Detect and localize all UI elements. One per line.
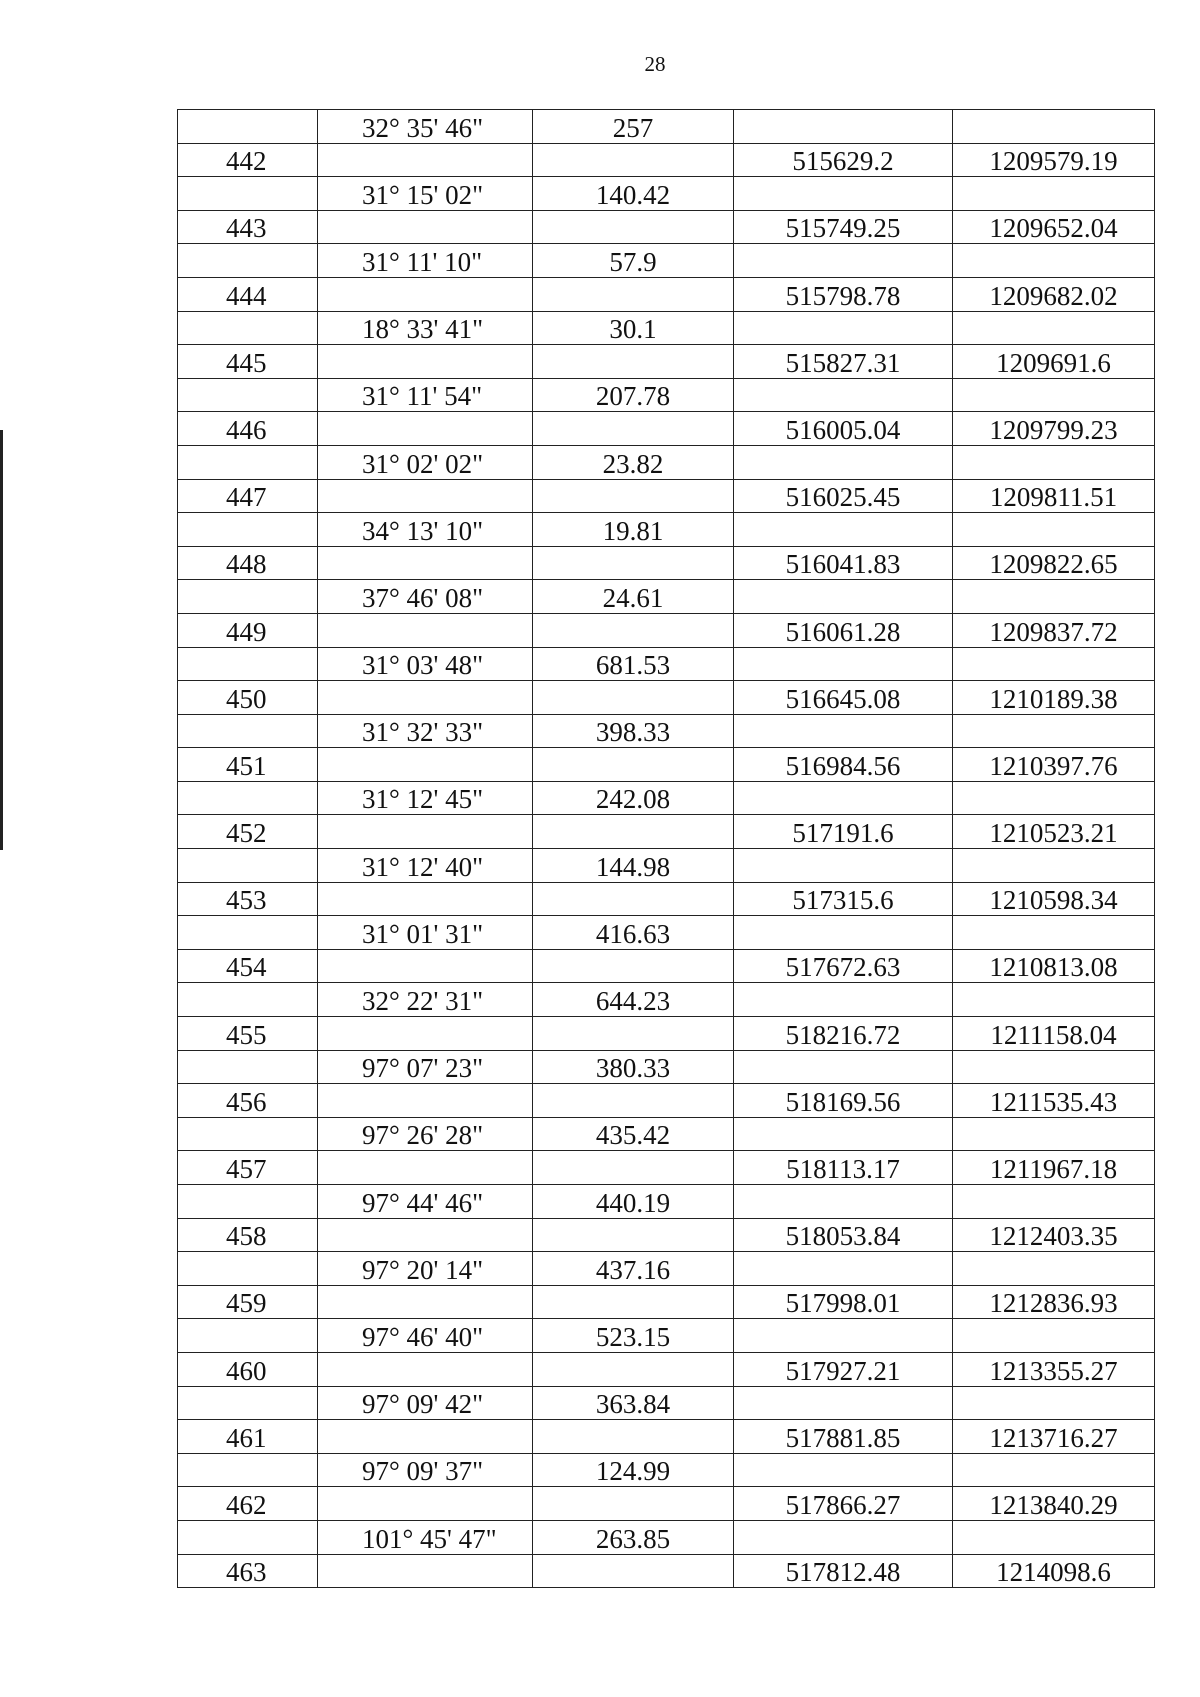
- easting-cell: 1211158.04: [953, 1017, 1155, 1051]
- easting-cell: 1211535.43: [953, 1084, 1155, 1118]
- bearing-cell: 34° 13' 10": [318, 513, 533, 547]
- distance-cell: [533, 479, 734, 513]
- easting-cell: 1209822.65: [953, 546, 1155, 580]
- distance-cell: 681.53: [533, 647, 734, 681]
- table-row: [178, 1487, 1155, 1521]
- table-row: [178, 781, 1155, 815]
- northing-cell: [734, 1117, 953, 1151]
- distance-cell: [533, 681, 734, 715]
- table-row: [178, 1084, 1155, 1118]
- northing-cell: 518169.56: [734, 1084, 953, 1118]
- distance-cell: [533, 546, 734, 580]
- table-row: [178, 378, 1155, 412]
- distance-cell: [533, 1285, 734, 1319]
- bearing-cell: [318, 546, 533, 580]
- northing-cell: 517812.48: [734, 1554, 953, 1588]
- northing-cell: [734, 983, 953, 1017]
- northing-cell: [734, 311, 953, 345]
- distance-cell: 19.81: [533, 513, 734, 547]
- table-row: [178, 1352, 1155, 1386]
- table-row: [178, 613, 1155, 647]
- distance-cell: 437.16: [533, 1252, 734, 1286]
- northing-cell: [734, 378, 953, 412]
- northing-cell: [734, 580, 953, 614]
- table-row: [178, 949, 1155, 983]
- easting-cell: 1209652.04: [953, 210, 1155, 244]
- easting-cell: [953, 849, 1155, 883]
- table-row: [178, 1117, 1155, 1151]
- bearing-cell: 97° 20' 14": [318, 1252, 533, 1286]
- northing-cell: [734, 1185, 953, 1219]
- easting-cell: [953, 1050, 1155, 1084]
- point-cell: 452: [178, 815, 318, 849]
- point-cell: 454: [178, 949, 318, 983]
- bearing-cell: 32° 22' 31": [318, 983, 533, 1017]
- table-row: [178, 412, 1155, 446]
- table-row: [178, 983, 1155, 1017]
- northing-cell: 515749.25: [734, 210, 953, 244]
- point-cell: [178, 1453, 318, 1487]
- bearing-cell: [318, 681, 533, 715]
- distance-cell: 263.85: [533, 1520, 734, 1554]
- table-row: [178, 748, 1155, 782]
- bearing-cell: 31° 12' 45": [318, 781, 533, 815]
- bearing-cell: 97° 07' 23": [318, 1050, 533, 1084]
- point-cell: 445: [178, 345, 318, 379]
- bearing-cell: 31° 02' 02": [318, 445, 533, 479]
- bearing-cell: 31° 12' 40": [318, 849, 533, 883]
- northing-cell: [734, 1520, 953, 1554]
- bearing-cell: [318, 277, 533, 311]
- bearing-cell: [318, 412, 533, 446]
- bearing-cell: [318, 210, 533, 244]
- northing-cell: 517672.63: [734, 949, 953, 983]
- point-cell: [178, 714, 318, 748]
- table-row: [178, 210, 1155, 244]
- point-cell: 459: [178, 1285, 318, 1319]
- easting-cell: [953, 916, 1155, 950]
- easting-cell: [953, 580, 1155, 614]
- northing-cell: 518113.17: [734, 1151, 953, 1185]
- northing-cell: [734, 244, 953, 278]
- table-row: [178, 1420, 1155, 1454]
- point-cell: [178, 177, 318, 211]
- easting-cell: [953, 1520, 1155, 1554]
- northing-cell: [734, 177, 953, 211]
- bearing-cell: [318, 1151, 533, 1185]
- easting-cell: [953, 983, 1155, 1017]
- point-cell: 449: [178, 613, 318, 647]
- distance-cell: 398.33: [533, 714, 734, 748]
- bearing-cell: [318, 143, 533, 177]
- easting-cell: [953, 445, 1155, 479]
- table-row: [178, 345, 1155, 379]
- point-cell: [178, 781, 318, 815]
- northing-cell: 518216.72: [734, 1017, 953, 1051]
- bearing-cell: 18° 33' 41": [318, 311, 533, 345]
- bearing-cell: 97° 44' 46": [318, 1185, 533, 1219]
- northing-cell: 516645.08: [734, 681, 953, 715]
- bearing-cell: 32° 35' 46": [318, 110, 533, 144]
- easting-cell: [953, 177, 1155, 211]
- bearing-cell: [318, 1487, 533, 1521]
- point-cell: 447: [178, 479, 318, 513]
- northing-cell: [734, 1050, 953, 1084]
- bearing-cell: [318, 1554, 533, 1588]
- northing-cell: 517927.21: [734, 1352, 953, 1386]
- bearing-cell: [318, 815, 533, 849]
- northing-cell: [734, 714, 953, 748]
- bearing-cell: [318, 1352, 533, 1386]
- point-cell: 462: [178, 1487, 318, 1521]
- table-row: [178, 1252, 1155, 1286]
- distance-cell: 363.84: [533, 1386, 734, 1420]
- page-number: 28: [644, 52, 666, 76]
- point-cell: 463: [178, 1554, 318, 1588]
- northing-cell: 517191.6: [734, 815, 953, 849]
- bearing-cell: 31° 01' 31": [318, 916, 533, 950]
- easting-cell: 1210598.34: [953, 882, 1155, 916]
- bearing-cell: 97° 09' 42": [318, 1386, 533, 1420]
- point-cell: 444: [178, 277, 318, 311]
- point-cell: [178, 1050, 318, 1084]
- bearing-cell: 97° 46' 40": [318, 1319, 533, 1353]
- easting-cell: 1210813.08: [953, 949, 1155, 983]
- distance-cell: 523.15: [533, 1319, 734, 1353]
- distance-cell: [533, 210, 734, 244]
- easting-cell: [953, 1319, 1155, 1353]
- northing-cell: [734, 110, 953, 144]
- northing-cell: 516061.28: [734, 613, 953, 647]
- point-cell: [178, 378, 318, 412]
- table-row: [178, 1520, 1155, 1554]
- distance-cell: [533, 949, 734, 983]
- distance-cell: [533, 1420, 734, 1454]
- point-cell: [178, 311, 318, 345]
- distance-cell: 144.98: [533, 849, 734, 883]
- point-cell: [178, 1319, 318, 1353]
- point-cell: [178, 1185, 318, 1219]
- easting-cell: 1211967.18: [953, 1151, 1155, 1185]
- easting-cell: 1210397.76: [953, 748, 1155, 782]
- point-cell: 448: [178, 546, 318, 580]
- table-row: [178, 849, 1155, 883]
- distance-cell: [533, 412, 734, 446]
- point-cell: [178, 983, 318, 1017]
- table-row: [178, 1050, 1155, 1084]
- easting-cell: 1213355.27: [953, 1352, 1155, 1386]
- table-row: [178, 916, 1155, 950]
- easting-cell: 1210189.38: [953, 681, 1155, 715]
- bearing-cell: 31° 03' 48": [318, 647, 533, 681]
- northing-cell: [734, 916, 953, 950]
- bearing-cell: 97° 09' 37": [318, 1453, 533, 1487]
- distance-cell: 416.63: [533, 916, 734, 950]
- easting-cell: [953, 1252, 1155, 1286]
- coordinate-table: [177, 109, 1155, 1588]
- distance-cell: [533, 1084, 734, 1118]
- point-cell: 451: [178, 748, 318, 782]
- northing-cell: [734, 1252, 953, 1286]
- northing-cell: 516984.56: [734, 748, 953, 782]
- table-row: [178, 445, 1155, 479]
- bearing-cell: 37° 46' 08": [318, 580, 533, 614]
- easting-cell: 1213716.27: [953, 1420, 1155, 1454]
- easting-cell: [953, 1453, 1155, 1487]
- easting-cell: 1210523.21: [953, 815, 1155, 849]
- point-cell: 457: [178, 1151, 318, 1185]
- easting-cell: [953, 513, 1155, 547]
- scan-margin-mark: [0, 430, 3, 850]
- table-body: [178, 110, 1155, 1588]
- easting-cell: [953, 647, 1155, 681]
- point-cell: 446: [178, 412, 318, 446]
- table-row: [178, 1453, 1155, 1487]
- easting-cell: 1212836.93: [953, 1285, 1155, 1319]
- bearing-cell: 31° 11' 54": [318, 378, 533, 412]
- northing-cell: 517866.27: [734, 1487, 953, 1521]
- point-cell: [178, 580, 318, 614]
- distance-cell: 440.19: [533, 1185, 734, 1219]
- northing-cell: [734, 849, 953, 883]
- table-row: [178, 1185, 1155, 1219]
- northing-cell: 515827.31: [734, 345, 953, 379]
- easting-cell: 1209579.19: [953, 143, 1155, 177]
- distance-cell: [533, 1151, 734, 1185]
- point-cell: [178, 513, 318, 547]
- distance-cell: [533, 748, 734, 782]
- northing-cell: 517881.85: [734, 1420, 953, 1454]
- easting-cell: [953, 1117, 1155, 1151]
- distance-cell: 57.9: [533, 244, 734, 278]
- bearing-cell: [318, 1017, 533, 1051]
- easting-cell: 1209837.72: [953, 613, 1155, 647]
- point-cell: 455: [178, 1017, 318, 1051]
- easting-cell: [953, 714, 1155, 748]
- table-row: [178, 1386, 1155, 1420]
- easting-cell: [953, 378, 1155, 412]
- distance-cell: [533, 1487, 734, 1521]
- point-cell: [178, 110, 318, 144]
- table-row: [178, 277, 1155, 311]
- northing-cell: [734, 647, 953, 681]
- bearing-cell: [318, 1218, 533, 1252]
- easting-cell: [953, 244, 1155, 278]
- point-cell: [178, 916, 318, 950]
- point-cell: [178, 1117, 318, 1151]
- table-row: [178, 311, 1155, 345]
- point-cell: [178, 849, 318, 883]
- table-row: [178, 1319, 1155, 1353]
- table-row: [178, 1151, 1155, 1185]
- distance-cell: 140.42: [533, 177, 734, 211]
- distance-cell: [533, 613, 734, 647]
- distance-cell: 380.33: [533, 1050, 734, 1084]
- distance-cell: [533, 277, 734, 311]
- table-row: [178, 1017, 1155, 1051]
- point-cell: 450: [178, 681, 318, 715]
- easting-cell: [953, 781, 1155, 815]
- table-row: [178, 714, 1155, 748]
- bearing-cell: 31° 11' 10": [318, 244, 533, 278]
- easting-cell: [953, 311, 1155, 345]
- point-cell: 443: [178, 210, 318, 244]
- bearing-cell: [318, 613, 533, 647]
- point-cell: [178, 1520, 318, 1554]
- distance-cell: [533, 345, 734, 379]
- bearing-cell: 31° 15' 02": [318, 177, 533, 211]
- bearing-cell: 101° 45' 47": [318, 1520, 533, 1554]
- easting-cell: [953, 1386, 1155, 1420]
- distance-cell: 644.23: [533, 983, 734, 1017]
- table-row: [178, 1285, 1155, 1319]
- table-row: [178, 580, 1155, 614]
- distance-cell: [533, 1218, 734, 1252]
- point-cell: 456: [178, 1084, 318, 1118]
- distance-cell: 23.82: [533, 445, 734, 479]
- distance-cell: [533, 882, 734, 916]
- northing-cell: 517315.6: [734, 882, 953, 916]
- table-row: [178, 647, 1155, 681]
- point-cell: [178, 445, 318, 479]
- point-cell: 453: [178, 882, 318, 916]
- bearing-cell: [318, 882, 533, 916]
- point-cell: 460: [178, 1352, 318, 1386]
- easting-cell: 1209811.51: [953, 479, 1155, 513]
- northing-cell: 516041.83: [734, 546, 953, 580]
- distance-cell: 30.1: [533, 311, 734, 345]
- distance-cell: 207.78: [533, 378, 734, 412]
- table-row: [178, 546, 1155, 580]
- table-row: [178, 1554, 1155, 1588]
- northing-cell: [734, 1319, 953, 1353]
- point-cell: 442: [178, 143, 318, 177]
- point-cell: [178, 1386, 318, 1420]
- table-row: [178, 681, 1155, 715]
- distance-cell: 124.99: [533, 1453, 734, 1487]
- northing-cell: 516005.04: [734, 412, 953, 446]
- northing-cell: [734, 445, 953, 479]
- bearing-cell: [318, 748, 533, 782]
- distance-cell: 257: [533, 110, 734, 144]
- distance-cell: [533, 143, 734, 177]
- distance-cell: [533, 1017, 734, 1051]
- distance-cell: 435.42: [533, 1117, 734, 1151]
- table-row: [178, 882, 1155, 916]
- bearing-cell: 97° 26' 28": [318, 1117, 533, 1151]
- northing-cell: [734, 1453, 953, 1487]
- distance-cell: [533, 815, 734, 849]
- distance-cell: 242.08: [533, 781, 734, 815]
- point-cell: 461: [178, 1420, 318, 1454]
- easting-cell: 1209799.23: [953, 412, 1155, 446]
- point-cell: [178, 647, 318, 681]
- point-cell: [178, 1252, 318, 1286]
- table-row: [178, 143, 1155, 177]
- table-row: [178, 815, 1155, 849]
- table-row: [178, 244, 1155, 278]
- northing-cell: 515629.2: [734, 143, 953, 177]
- table-row: [178, 479, 1155, 513]
- easting-cell: 1213840.29: [953, 1487, 1155, 1521]
- distance-cell: [533, 1352, 734, 1386]
- bearing-cell: 31° 32' 33": [318, 714, 533, 748]
- table-row: [178, 110, 1155, 144]
- northing-cell: 517998.01: [734, 1285, 953, 1319]
- bearing-cell: [318, 1285, 533, 1319]
- distance-cell: [533, 1554, 734, 1588]
- easting-cell: [953, 110, 1155, 144]
- easting-cell: 1214098.6: [953, 1554, 1155, 1588]
- northing-cell: 515798.78: [734, 277, 953, 311]
- easting-cell: 1209691.6: [953, 345, 1155, 379]
- bearing-cell: [318, 949, 533, 983]
- bearing-cell: [318, 345, 533, 379]
- northing-cell: [734, 781, 953, 815]
- distance-cell: 24.61: [533, 580, 734, 614]
- point-cell: [178, 244, 318, 278]
- northing-cell: [734, 1386, 953, 1420]
- table-row: [178, 513, 1155, 547]
- northing-cell: 516025.45: [734, 479, 953, 513]
- northing-cell: 518053.84: [734, 1218, 953, 1252]
- point-cell: 458: [178, 1218, 318, 1252]
- table-row: [178, 1218, 1155, 1252]
- easting-cell: 1212403.35: [953, 1218, 1155, 1252]
- table-row: [178, 177, 1155, 211]
- bearing-cell: [318, 1420, 533, 1454]
- easting-cell: [953, 1185, 1155, 1219]
- bearing-cell: [318, 1084, 533, 1118]
- easting-cell: 1209682.02: [953, 277, 1155, 311]
- bearing-cell: [318, 479, 533, 513]
- northing-cell: [734, 513, 953, 547]
